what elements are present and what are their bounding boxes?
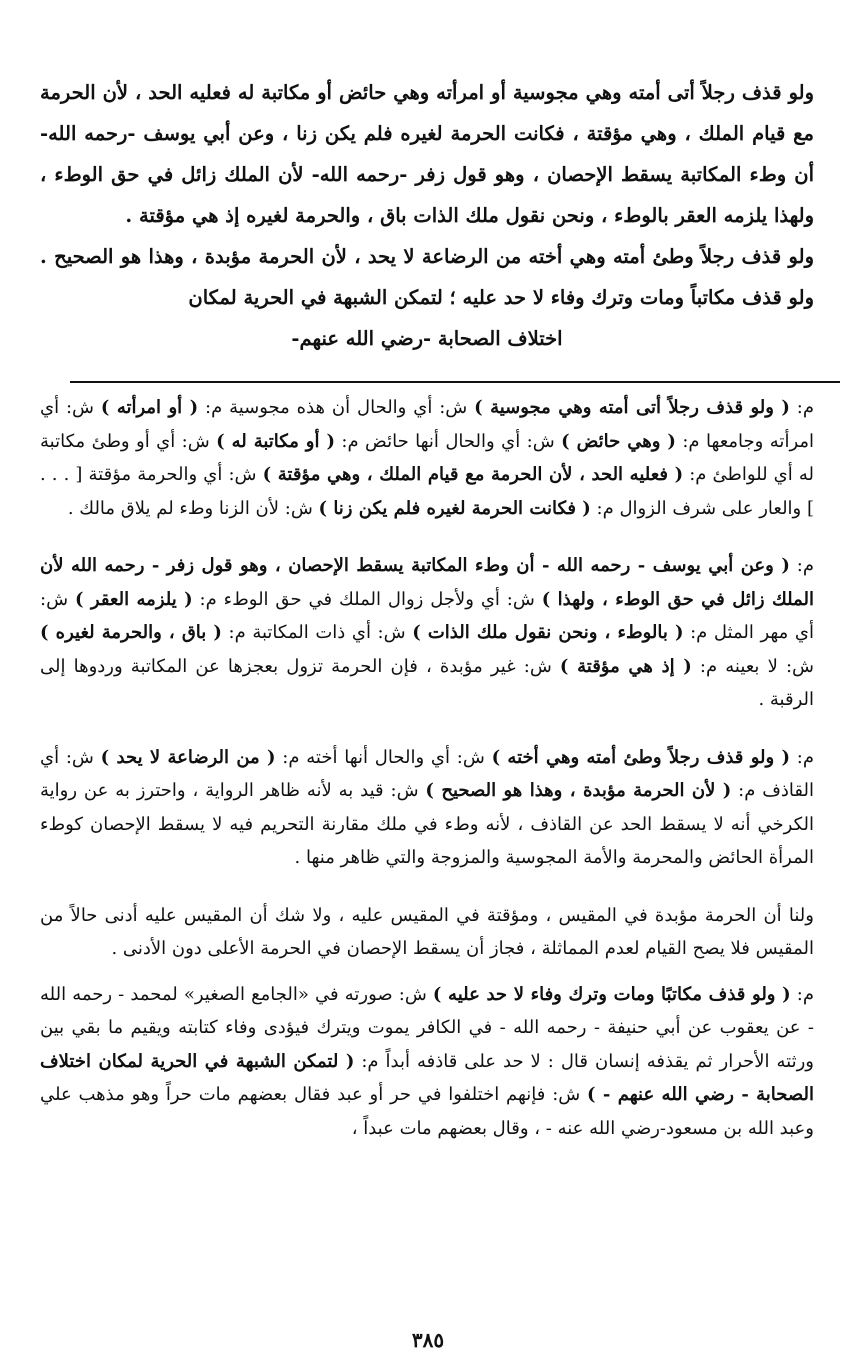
commentary-block-2 [40, 549, 814, 717]
commentary-text: ش: أي القاذف م: [40, 746, 815, 801]
commentary-text: ش: غير مؤبدة ، فإن الحرمة تزول بعجزها عن المكاتبة وردوها إلى الرقبة . [40, 655, 814, 710]
quoted-main-text: ( من الرضاعة لا يحد ) [100, 746, 276, 768]
main-paragraph-1: ولو قذف رجلاً أتى أمته وهي مجوسية أو امرأته وهي حائض أو مكاتبة له فعليه الحد ، لأن الحرمة مع قيام الملك ، وهي مؤقتة ، فكانت الحرمة لغيره فلم يكن زنا ، وعن أبي يوسف -رحمه الله- أن وطء المكاتبة يسقط الإحصان ، وهو قول زفر -رحمه الله- لأن الملك زائل في حق الوطء ، ولهذا يلزمه العقر بالوطء ، ونحن نقول ملك الذات باق ، والحرمة لغيره إذ هي مؤقتة . [40, 81, 814, 227]
commentary-text: م: [789, 555, 814, 576]
commentary-text: ش: أي والحال أنها أخته م: [275, 746, 492, 768]
quoted-main-text: ( بالوطء ، ونحن نقول ملك الذات ) [412, 622, 684, 643]
commentary-block-5 [40, 978, 814, 1146]
quoted-main-text: ( وعن أبي يوسف - رحمه الله - أن وطء المكاتبة يسقط الإحصان ، وهو قول زفر - رحمه الله لأن الملك زائل في حق الوطء ، ولهذا ) [40, 555, 814, 610]
quoted-main-text: ( لأن الحرمة مؤبدة ، وهذا هو الصحيح ) [425, 780, 732, 801]
quoted-main-text: ( يلزمه العقر ) [74, 588, 193, 610]
commentary-text: ش: أي أو وطئ مكاتبة له أي للواطئ م: [40, 430, 814, 485]
quoted-main-text: ( باق ، والحرمة لغيره ) [40, 622, 222, 643]
commentary-text: م: [789, 397, 815, 418]
quoted-main-text: ( وهي حائض ) [561, 430, 676, 452]
commentary-text: ش: فإنهم اختلفوا في حر أو عبد فقال بعضهم مات حراً وهو مذهب علي وعبد الله بن مسعود-رضي الله عنه - ، وقال بعضهم مات عبداً ، [40, 1084, 814, 1139]
commentary-text: ش: أي والحال أن هذه مجوسية م: [198, 397, 475, 418]
quoted-main-text: ( أو امرأته ) [100, 397, 199, 418]
quoted-main-text: ( ولو قذف مكاتبًا ومات وترك وفاء لا حد عليه ) [432, 983, 791, 1005]
commentary-text: ش: قيد به لأنه ظاهر الرواية ، واحترز به عن رواية الكرخي أنه لا يسقط الحد عن القاذف ، لأنه وطء في ملك مقارنة التحريم فيه لا يسقط الإحصان كوطء المرأة الحائض والمحرمة والأمة المجوسية والمزوجة والتي ظاهر منها . [40, 780, 814, 868]
commentary-text: ش: أي ذات المكاتبة م: [221, 622, 413, 643]
commentary-text: ش: أي مهر المثل م: [40, 588, 814, 643]
main-paragraph-2: ولو قذف رجلاً وطئ أمته وهي أخته من الرضاعة لا يحد ، لأن الحرمة مؤبدة ، وهذا هو الصحيح . ولو قذف مكاتباً ومات وترك وفاء لا حد عليه ؛ لتمكن الشبهة في الحرية لمكان [40, 245, 814, 309]
commentary-text: ولنا أن الحرمة مؤبدة في المقيس ، ومؤقتة في المقيس عليه ، ولا شك أن المقيس عليه أدنى حالاً من المقيس فلا يصح القيام لعدم المماثلة ، فجاز أن يسقط الإحصان في الحرمة الأعلى دون الأدنى . [40, 904, 814, 959]
quoted-main-text: ( إذ هي مؤقتة ) [559, 655, 692, 677]
section-divider [70, 381, 840, 383]
commentary-text: ش: لا بعينه م: [691, 655, 814, 677]
commentary-text: م: [790, 983, 814, 1005]
quoted-main-text: ( فكانت الحرمة لغيره فلم يكن زنا ) [318, 497, 591, 519]
quoted-main-text: ( ولو قذف رجلاً وطئ أمته وهي أخته ) [491, 746, 791, 768]
main-closing-line: اختلاف الصحابة -رضي الله عنهم- [291, 327, 563, 350]
commentary-text: ش: أي امرأته وجامعها م: [40, 397, 815, 452]
commentary-text: ش: صورته في «الجامع الصغير» لمحمد - رحمه الله - عن يعقوب عن أبي حنيفة - رحمه الله - في الكافر يموت ويترك فيؤدى وفاء كتابته ويقيم ما بقي بين ورثته الأحرار ثم يقذفه إنسان قال : لا حد على قاذفه أبداً م: [40, 983, 814, 1072]
commentary-text: ش: أي والحال أنها حائض م: [335, 430, 562, 452]
commentary-block-3 [40, 741, 814, 875]
quoted-main-text: ( أو مكاتبة له ) [216, 430, 335, 452]
commentary-text: م: [790, 746, 815, 768]
commentary-section [40, 391, 814, 1145]
commentary-text: ش: لأن الزنا وطء لم يلاق مالك . [67, 497, 319, 519]
quoted-main-text: ( فعليه الحد ، لأن الحرمة مع قيام الملك ، وهي مؤقتة ) [262, 464, 684, 485]
commentary-block-1 [40, 391, 814, 525]
main-text [40, 72, 814, 359]
commentary-block-4 [40, 899, 814, 966]
page-number: ٣٨٥ [411, 1328, 445, 1352]
commentary-text: ش: أي ولأجل زوال الملك في حق الوطء م: [192, 588, 542, 610]
quoted-main-text: ( ولو قذف رجلاً أتى أمته وهي مجوسية ) [474, 397, 790, 418]
quoted-main-text: ( لتمكن الشبهة في الحرية لمكان اختلاف الصحابة - رضي الله عنهم - ) [40, 1050, 814, 1105]
commentary-text: ش: أي والحرمة مؤقتة [ . . . ] والعار على شرف الزوال م: [40, 464, 814, 519]
